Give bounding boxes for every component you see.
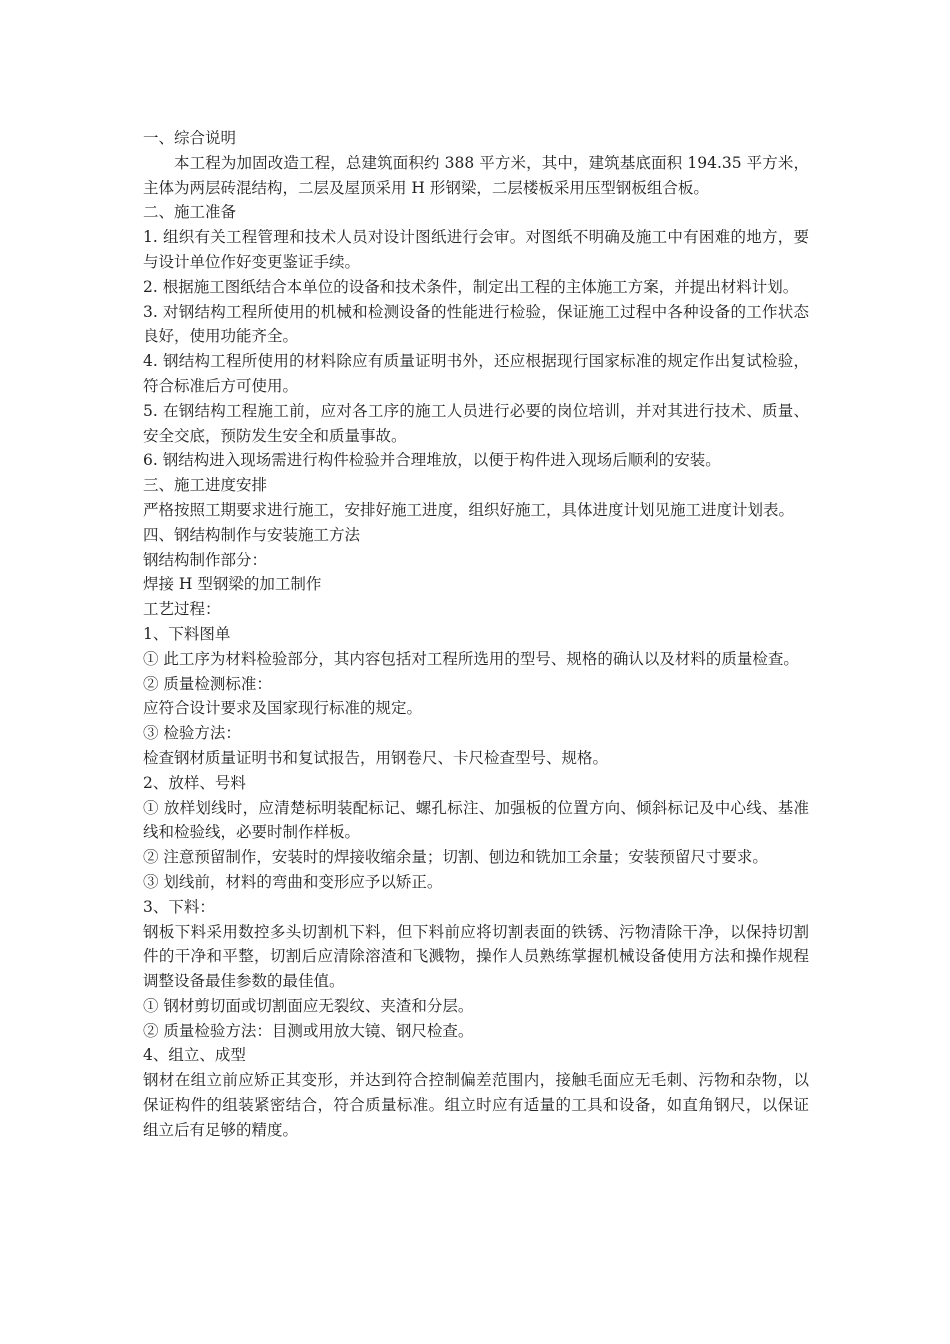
heading-schedule: 三、施工进度安排 [143, 476, 268, 495]
step-heading-cutting-list: 1、下料图单 [143, 624, 231, 643]
step-item: 钢材在组立前应矫正其变形，并达到符合控制偏差范围内，接触毛面应无毛刺、污物和杂物，以保证构件的组装紧密结合，符合质量标准。组立时应有适量的工具和设备，如直角钢尺，以保证组立后有足够的精度。 [143, 1071, 809, 1139]
list-item-preparation-4: 4. 钢结构工程所使用的材料除应有质量证明书外，还应根据现行国家标准的规定作出复试检验，符合标准后方可使用。 [143, 352, 809, 395]
list-item-preparation-3: 3. 对钢结构工程所使用的机械和检测设备的性能进行检验，保证施工过程中各种设备的工作状态良好，使用功能齐全。 [143, 302, 809, 346]
step-item: ① 放样划线时，应清楚标明装配标记、螺孔标注、加强板的位置方向、倾斜标记及中心线、基准线和检验线，必要时制作样板。 [143, 798, 809, 842]
step-item: 应符合设计要求及国家现行标准的规定。 [143, 699, 423, 718]
subheading-h-beam: 焊接 H 型钢梁的加工制作 [143, 575, 322, 594]
list-item-preparation-5: 5. 在钢结构工程施工前，应对各工序的施工人员进行必要的岗位培训，并对其进行技术、质量、安全交底，预防发生安全和质量事故。 [143, 401, 809, 445]
step-item: ② 注意预留制作，安装时的焊接收缩余量；切割、刨边和铣加工余量；安装预留尺寸要求。 [143, 848, 768, 867]
step-item: ① 此工序为材料检验部分，其内容包括对工程所选用的型号、规格的确认以及材料的质量检查。 [143, 649, 799, 668]
document-body [143, 126, 809, 1143]
list-item-preparation-2: 2. 根据施工图纸结合本单位的设备和技术条件，制定出工程的主体施工方案，并提出材料计划。 [143, 277, 799, 296]
step-item: ③ 划线前，材料的弯曲和变形应予以矫正。 [143, 872, 443, 891]
step-item: 钢板下料采用数控多头切割机下料，但下料前应将切割表面的铁锈、污物清除干净，以保持切割件的干净和平整，切割后应清除溶渣和飞溅物，操作人员熟练掌握机械设备使用方法和操作规程调整设备最佳参数的最佳值。 [143, 922, 809, 991]
list-item-preparation-6: 6. 钢结构进入现场需进行构件检验并合理堆放，以便于构件进入现场后顺利的安装。 [143, 451, 721, 470]
paragraph-project-overview: 本工程为加固改造工程，总建筑面积约 388 平方米，其中，建筑基底面积 194.35 平方米，主体为两层砖混结构，二层及屋顶采用 H 形钢梁，二层楼板采用压型钢板组合板。 [143, 153, 809, 197]
step-heading-layout-marking: 2、放样、号料 [143, 773, 246, 792]
step-item: ③ 检验方法： [143, 724, 241, 743]
heading-construction-preparation: 二、施工准备 [143, 203, 237, 222]
heading-fabrication-installation: 四、钢结构制作与安装施工方法 [143, 525, 361, 544]
paragraph-schedule: 严格按照工期要求进行施工，安排好施工进度，组织好施工，具体进度计划见施工进度计划表。 [143, 500, 795, 519]
subheading-fabrication-part: 钢结构制作部分： [143, 550, 268, 569]
step-item: ② 质量检验方法：目测或用放大镜、钢尺检查。 [143, 1021, 474, 1040]
list-item-preparation-1: 1. 组织有关工程管理和技术人员对设计图纸进行会审。对图纸不明确及施工中有困难的地方，要与设计单位作好变更鉴证手续。 [143, 228, 809, 271]
step-item: ② 质量检测标准： [143, 674, 272, 693]
step-heading-cutting: 3、下料： [143, 897, 215, 916]
step-heading-assembly: 4、组立、成型 [143, 1046, 246, 1065]
step-item: 检查钢材质量证明书和复试报告，用钢卷尺、卡尺检查型号、规格。 [143, 748, 609, 767]
subheading-process: 工艺过程： [143, 600, 221, 619]
step-item: ① 钢材剪切面或切割面应无裂纹、夹渣和分层。 [143, 996, 474, 1015]
heading-general-description: 一、综合说明 [143, 129, 237, 147]
